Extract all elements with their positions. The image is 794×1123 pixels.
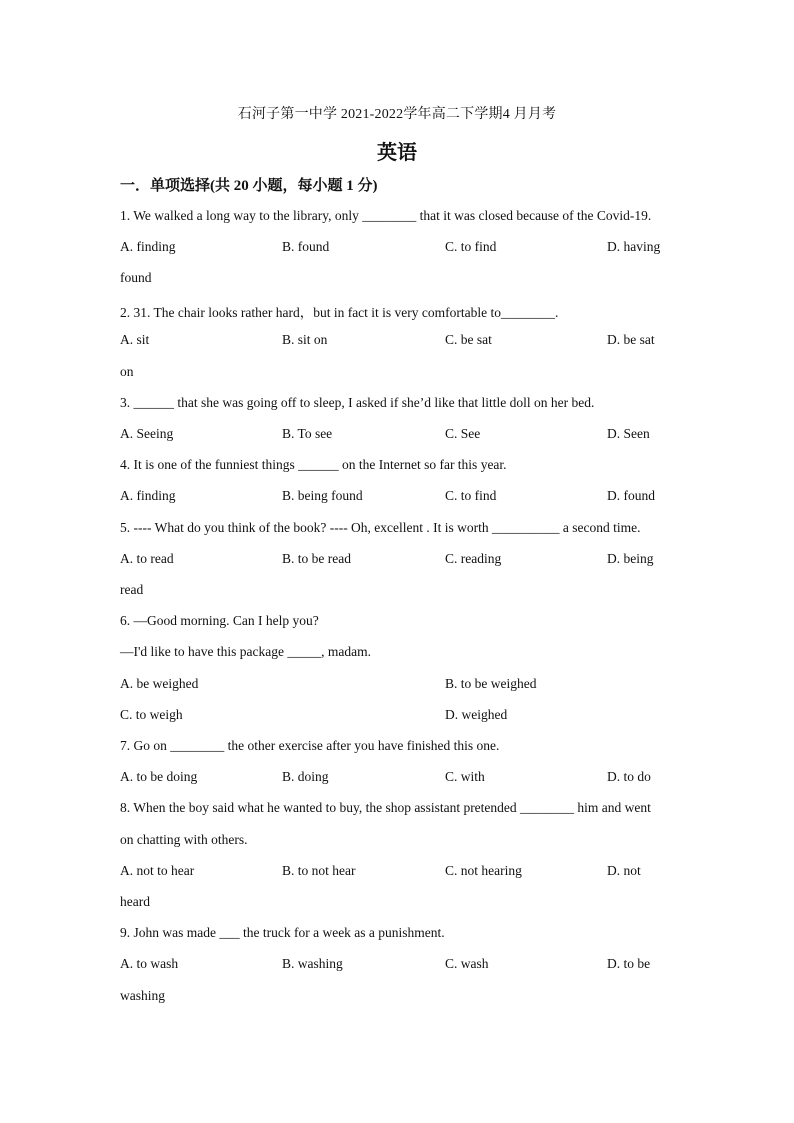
question-5-option-a[interactable]: A. to read	[120, 551, 174, 566]
question-4-option-a[interactable]: A. finding	[120, 488, 176, 503]
question-4-option-c[interactable]: C. to find	[445, 488, 497, 503]
question-6-stem-line-1: 6. —Good morning. Can I help you?	[120, 613, 319, 628]
question-2-option-c[interactable]: C. be sat	[445, 332, 492, 347]
question-7-option-b[interactable]: B. doing	[282, 769, 329, 784]
question-7-option-d[interactable]: D. to do	[607, 769, 651, 784]
question-2-option-wrap: on	[120, 364, 134, 379]
question-1-option-a[interactable]: A. finding	[120, 239, 176, 254]
question-5-stem: 5. ---- What do you think of the book? ---- Oh, excellent . It is worth __________ a second time.	[120, 520, 641, 535]
question-9-option-a[interactable]: A. to wash	[120, 956, 179, 971]
question-9-option-b[interactable]: B. washing	[282, 956, 343, 971]
question-7-option-c[interactable]: C. with	[445, 769, 485, 784]
question-8-option-wrap: heard	[120, 894, 150, 909]
question-4-stem: 4. It is one of the funniest things ______ on the Internet so far this year.	[120, 457, 507, 472]
question-5-option-d[interactable]: D. being	[607, 551, 654, 566]
question-1-stem: 1. We walked a long way to the library, only ________ that it was closed because of the Covid-19.	[120, 208, 652, 223]
question-5-option-c[interactable]: C. reading	[445, 551, 502, 566]
question-2-option-d[interactable]: D. be sat	[607, 332, 655, 347]
question-1-option-wrap: found	[120, 270, 152, 285]
question-6-option-b[interactable]: B. to be weighed	[445, 676, 537, 691]
question-8-stem-line-2: on chatting with others.	[120, 832, 248, 847]
question-1-option-c[interactable]: C. to find	[445, 239, 497, 254]
question-6-stem-line-2: —I'd like to have this package _____, madam.	[120, 644, 371, 659]
question-7-stem: 7. Go on ________ the other exercise after you have finished this one.	[120, 738, 500, 753]
question-2-option-b[interactable]: B. sit on	[282, 332, 328, 347]
question-6-option-a[interactable]: A. be weighed	[120, 676, 199, 691]
question-9-option-wrap: washing	[120, 988, 165, 1003]
question-3-option-d[interactable]: D. Seen	[607, 426, 650, 441]
question-8-option-d[interactable]: D. not	[607, 863, 641, 878]
question-5-option-b[interactable]: B. to be read	[282, 551, 351, 566]
question-8-option-b[interactable]: B. to not hear	[282, 863, 356, 878]
question-2-option-a[interactable]: A. sit	[120, 332, 150, 347]
question-7-option-a[interactable]: A. to be doing	[120, 769, 198, 784]
question-4-option-d[interactable]: D. found	[607, 488, 655, 503]
question-3-option-a[interactable]: A. Seeing	[120, 426, 174, 441]
exam-header-title: 石河子第一中学 2021-2022学年高二下学期4 月月考	[237, 107, 557, 122]
question-3-option-b[interactable]: B. To see	[282, 426, 333, 441]
question-5-option-wrap: read	[120, 582, 144, 597]
question-8-option-c[interactable]: C. not hearing	[445, 863, 522, 878]
question-6-option-c[interactable]: C. to weigh	[120, 707, 183, 722]
question-8-stem-line-1: 8. When the boy said what he wanted to buy, the shop assistant pretended ________ him and went	[120, 800, 651, 815]
subject-title: 英语	[377, 142, 417, 164]
question-4-option-b[interactable]: B. being found	[282, 488, 363, 503]
question-9-option-d[interactable]: D. to be	[607, 956, 651, 971]
question-1-option-d[interactable]: D. having	[607, 239, 661, 254]
question-8-option-a[interactable]: A. not to hear	[120, 863, 195, 878]
question-1-option-b[interactable]: B. found	[282, 239, 330, 254]
question-2-stem: 2. 31. The chair looks rather hard，but in fact it is very comfortable to________.	[120, 305, 559, 320]
question-3-option-c[interactable]: C. See	[445, 426, 481, 441]
question-9-stem: 9. John was made ___ the truck for a week as a punishment.	[120, 925, 445, 940]
question-6-option-d[interactable]: D. weighed	[445, 707, 508, 722]
question-9-option-c[interactable]: C. wash	[445, 956, 489, 971]
question-3-stem: 3. ______ that she was going off to sleep, I asked if she’d like that little doll on her bed.	[120, 395, 595, 410]
section-heading: 一．单项选择(共 20 小题，每小题 1 分)	[120, 178, 378, 194]
